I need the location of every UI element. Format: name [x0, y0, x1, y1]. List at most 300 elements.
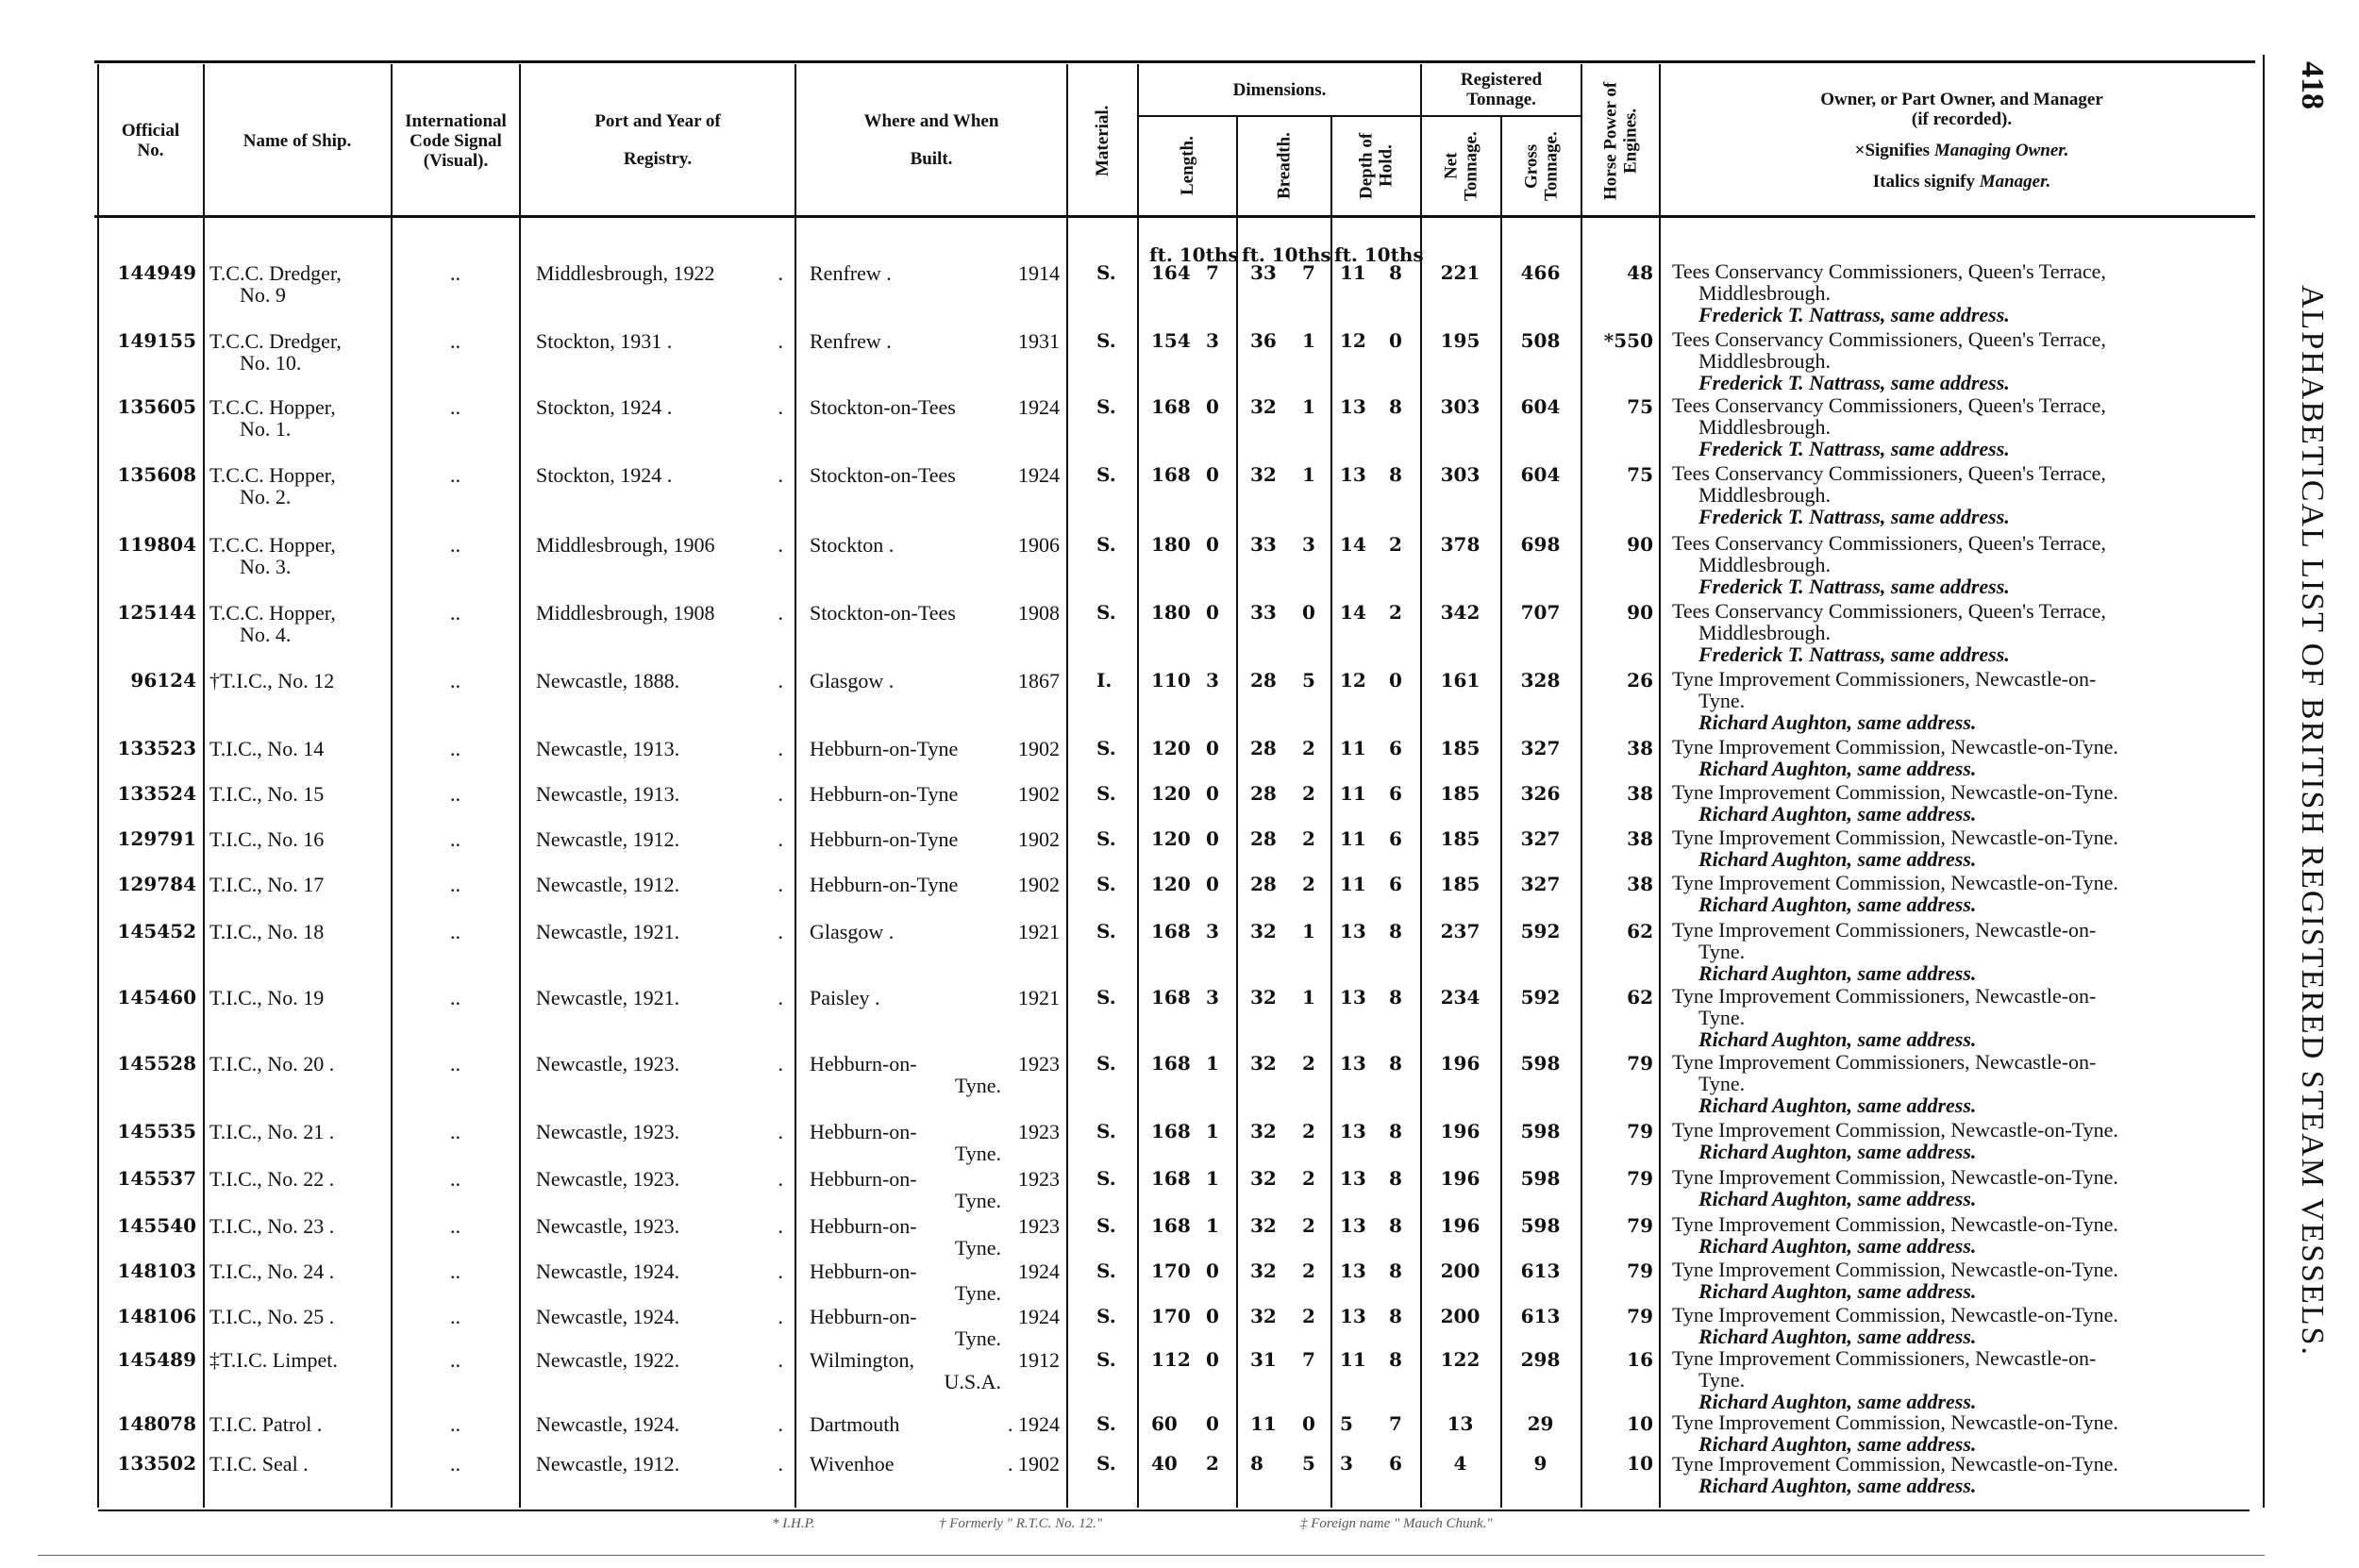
leader-dot: . [778, 782, 783, 806]
owner-name: Tyne Improvement Commission, Newcastle-on-Tyne. [1672, 871, 2118, 894]
length-feet: 168 [1151, 986, 1191, 1009]
port-text: Newcastle, 1912. [536, 827, 680, 851]
build-year: 1908 [1018, 601, 1060, 625]
build-year: 1912 [1018, 1348, 1060, 1372]
material: S. [1096, 1052, 1116, 1075]
length-feet: 120 [1151, 782, 1191, 805]
length-feet: 120 [1151, 737, 1191, 759]
net-tonnage: 185 [1440, 737, 1481, 759]
net-tonnage: 303 [1440, 463, 1481, 486]
footnote-formerly: † Formerly " R.T.C. No. 12." [939, 1516, 1103, 1531]
ship-name [209, 874, 389, 895]
net-tonnage: 195 [1440, 329, 1481, 352]
manager-name: Frederick T. Nattrass, same address. [1698, 437, 2010, 460]
owner-address-line: Middlesbrough. [1698, 281, 1831, 305]
ship-name-line: T.C.C. Hopper, [209, 601, 336, 625]
horse-power: 26 [1627, 669, 1653, 692]
note-text: ×Signifies [1854, 141, 1934, 160]
build-place-line2: Tyne. [954, 1326, 1001, 1350]
gross-tonnage: 328 [1520, 669, 1561, 692]
col-divider [1420, 64, 1422, 1508]
official-number: 129791 [117, 827, 196, 850]
length-tenths: 0 [1206, 533, 1219, 556]
page-edge-rule [2263, 55, 2265, 1508]
breadth-feet: 33 [1250, 601, 1277, 624]
length-feet: 120 [1151, 827, 1191, 850]
manager-name: Richard Aughton, same address. [1698, 757, 1977, 780]
length-tenths: 0 [1206, 737, 1219, 759]
owner-name: Tees Conservancy Commissioners, Queen's Terrace, [1672, 259, 2106, 283]
horse-power: 90 [1627, 533, 1653, 556]
port-text: Newcastle, 1913. [536, 782, 680, 806]
ship-name [209, 828, 389, 850]
build-year: 1931 [1018, 329, 1060, 353]
length-tenths: 3 [1206, 669, 1219, 692]
port-year-of-registry [536, 828, 783, 850]
owner-name: Tyne Improvement Commission, Newcastle-on-Tyne. [1672, 1410, 2118, 1434]
breadth-feet: 33 [1250, 261, 1277, 284]
ship-name-line: T.I.C. Seal . [209, 1452, 309, 1476]
manager-name: Richard Aughton, same address. [1698, 847, 1977, 871]
port-year-of-registry [536, 330, 783, 352]
where-when-built [810, 1413, 1060, 1435]
ship-name-line: No. 10. [240, 351, 302, 375]
owner-name: Tyne Improvement Commissioners, Newcastle-on- [1672, 1346, 2097, 1370]
port-text: Middlesbrough, 1908 [536, 601, 715, 625]
breadth-tenths: 7 [1302, 1348, 1315, 1371]
header-label: Dimensions. [1232, 79, 1327, 100]
length-feet: 170 [1151, 1259, 1191, 1282]
build-place: Stockton-on-Tees [810, 601, 956, 625]
length-tenths: 0 [1206, 1305, 1219, 1327]
where-when-built [810, 602, 1060, 624]
depth-feet: 3 [1340, 1452, 1353, 1475]
where-when-built [810, 1121, 1060, 1164]
build-place: Stockton . [810, 533, 895, 557]
length-tenths: 0 [1206, 1412, 1219, 1435]
length-feet: 180 [1151, 601, 1191, 624]
depth-feet: 13 [1340, 463, 1366, 486]
intl-code-signal: .. [450, 329, 460, 353]
official-number: 133502 [117, 1452, 196, 1475]
length-feet: 168 [1151, 1052, 1191, 1075]
breadth-tenths: 3 [1302, 533, 1315, 556]
depth-feet: 11 [1340, 873, 1366, 895]
header-where-when [796, 66, 1066, 215]
port-text: Newcastle, 1924. [536, 1305, 680, 1328]
owner-manager [1672, 1259, 2263, 1302]
where-when-built [810, 828, 1060, 850]
owner-name: Tyne Improvement Commission, Newcastle-on-Tyne. [1672, 735, 2118, 759]
header-gross-tonnage [1502, 119, 1581, 213]
official-number: 148078 [117, 1412, 196, 1435]
build-place: Hebburn-on-Tyne [810, 782, 959, 806]
length-tenths: 2 [1206, 1452, 1219, 1475]
breadth-tenths: 2 [1302, 1120, 1315, 1143]
breadth-tenths: 2 [1302, 1167, 1315, 1190]
header-label: Owner, or Part Owner, and Manager [1820, 90, 2103, 109]
manager-name: Richard Aughton, same address. [1698, 710, 1977, 734]
header-net-tonnage [1422, 119, 1500, 213]
where-when-built [810, 1306, 1060, 1349]
length-feet: 60 [1151, 1412, 1178, 1435]
horse-power: 79 [1627, 1305, 1653, 1327]
port-text: Middlesbrough, 1922 [536, 261, 715, 285]
owner-manager [1672, 826, 2263, 870]
ship-name-line: T.I.C., No. 15 [209, 782, 325, 806]
port-text: Newcastle, 1923. [536, 1120, 680, 1143]
header-label: Depth of Hold. [1356, 132, 1397, 200]
build-place: Hebburn-on-Tyne [810, 737, 959, 760]
header-depth [1332, 119, 1420, 213]
depth-tenths: 8 [1389, 463, 1402, 486]
horse-power: 38 [1627, 873, 1653, 895]
leader-dot: . [778, 1305, 783, 1328]
ship-name-line: T.C.C. Hopper, [209, 395, 336, 419]
material: S. [1096, 1412, 1116, 1435]
leader-dot: . [778, 920, 783, 943]
depth-feet: 13 [1340, 1052, 1366, 1075]
intl-code-signal: .. [450, 669, 460, 692]
ship-name-line: No. 3. [240, 555, 292, 578]
where-when-built [810, 670, 1060, 692]
official-number: 148103 [117, 1259, 196, 1282]
breadth-tenths: 1 [1302, 463, 1315, 486]
leader-dot: . [778, 1052, 783, 1076]
ship-name [209, 921, 389, 942]
ship-name [209, 396, 389, 440]
length-tenths: 1 [1206, 1214, 1219, 1237]
length-tenths: 0 [1206, 1259, 1219, 1282]
breadth-tenths: 2 [1302, 1052, 1315, 1075]
intl-code-signal: .. [450, 463, 460, 487]
manager-name: Richard Aughton, same address. [1698, 1234, 1977, 1258]
manager-name: Richard Aughton, same address. [1698, 1390, 1977, 1413]
official-number: 145528 [117, 1052, 196, 1075]
depth-feet: 11 [1340, 827, 1366, 850]
port-year-of-registry [536, 1349, 783, 1371]
breadth-tenths: 2 [1302, 737, 1315, 759]
intl-code-signal: .. [450, 1305, 460, 1328]
owner-manager [1672, 1051, 2263, 1116]
ship-name-line: T.I.C., No. 14 [209, 737, 325, 760]
port-year-of-registry [536, 1053, 783, 1075]
build-year: 1923 [1018, 1214, 1060, 1238]
ship-name [209, 1413, 389, 1435]
breadth-feet: 28 [1250, 827, 1277, 850]
owner-address-line: Middlesbrough. [1698, 621, 1831, 644]
port-text: Newcastle, 1924. [536, 1412, 680, 1436]
header-label: Length. [1178, 136, 1197, 196]
owner-name: Tees Conservancy Commissioners, Queen's Terrace, [1672, 393, 2106, 417]
owner-manager [1672, 1411, 2263, 1455]
leader-dot: . [778, 1348, 783, 1372]
build-place: Wivenhoe [810, 1452, 895, 1476]
port-year-of-registry [536, 1215, 783, 1237]
owner-manager [1672, 462, 2263, 527]
net-tonnage: 185 [1440, 782, 1481, 805]
ship-name [209, 1453, 389, 1475]
intl-code-signal: .. [450, 395, 460, 419]
port-text: Newcastle, 1921. [536, 986, 680, 1009]
ship-name-line: T.I.C., No. 21 . [209, 1120, 335, 1143]
gross-tonnage: 29 [1527, 1412, 1554, 1435]
owner-address-line: Tyne. [1698, 1072, 1746, 1095]
net-tonnage: 185 [1440, 827, 1481, 850]
material: S. [1096, 261, 1116, 284]
build-place: Hebburn-on-Tyne [810, 873, 959, 896]
intl-code-signal: .. [450, 1412, 460, 1436]
build-year: 1924 [1018, 395, 1060, 419]
breadth-tenths: 1 [1302, 395, 1315, 418]
intl-code-signal: .. [450, 782, 460, 806]
header-label: Material. [1093, 105, 1113, 176]
ship-name [209, 1306, 389, 1327]
port-text: Stockton, 1931 . [536, 329, 673, 353]
build-place: Hebburn-on- [810, 1305, 917, 1328]
intl-code-signal: .. [450, 1214, 460, 1238]
length-feet: 164 [1151, 261, 1191, 284]
intl-code-signal: .. [450, 261, 460, 285]
ship-name-line: T.I.C., No. 16 [209, 827, 325, 851]
where-when-built [810, 783, 1060, 805]
port-text: Newcastle, 1921. [536, 920, 680, 943]
ship-name [209, 738, 389, 759]
length-tenths: 0 [1206, 827, 1219, 850]
where-when-built [810, 1349, 1060, 1393]
build-place: Glasgow . [810, 920, 895, 943]
gross-tonnage: 592 [1520, 986, 1561, 1009]
horse-power: 75 [1627, 463, 1653, 486]
depth-tenths: 8 [1389, 1214, 1402, 1237]
length-feet: 120 [1151, 873, 1191, 895]
build-year: 1924 [1018, 1305, 1060, 1328]
header-label: Name of Ship. [243, 130, 352, 151]
depth-tenths: 6 [1389, 873, 1402, 895]
breadth-tenths: 2 [1302, 1214, 1315, 1237]
length-feet: 110 [1151, 669, 1191, 692]
build-year: 1924 [1018, 1259, 1060, 1283]
build-place: Glasgow . [810, 669, 895, 692]
port-year-of-registry [536, 874, 783, 895]
breadth-feet: 32 [1250, 463, 1277, 486]
intl-code-signal: .. [450, 1052, 460, 1076]
material: S. [1096, 1120, 1116, 1143]
side-title: ALPHABETICAL LIST OF BRITISH REGISTERED STEAM VESSELS. [2295, 285, 2330, 1357]
horse-power: 62 [1627, 920, 1653, 942]
depth-tenths: 6 [1389, 1452, 1402, 1475]
breadth-feet: 32 [1250, 1052, 1277, 1075]
depth-tenths: 8 [1389, 1259, 1402, 1282]
header-intl-code [393, 66, 519, 215]
breadth-tenths: 5 [1302, 669, 1315, 692]
header-breadth [1238, 119, 1330, 213]
where-when-built [810, 464, 1060, 486]
ship-name-line: T.I.C., No. 25 . [209, 1305, 335, 1328]
intl-code-signal: .. [450, 601, 460, 625]
owner-name: Tyne Improvement Commission, Newcastle-on-Tyne. [1672, 1212, 2118, 1236]
port-text: Newcastle, 1912. [536, 1452, 680, 1476]
owner-manager [1672, 919, 2263, 984]
owner-manager [1672, 1166, 2263, 1209]
horse-power: 79 [1627, 1259, 1653, 1282]
where-when-built [810, 921, 1060, 942]
manager-name: Richard Aughton, same address. [1698, 1027, 1977, 1051]
port-year-of-registry [536, 396, 783, 418]
table-top-rule [94, 60, 2255, 63]
build-place: Renfrew . [810, 261, 892, 285]
intl-code-signal: .. [450, 873, 460, 896]
material: S. [1096, 1259, 1116, 1282]
manager-name: Richard Aughton, same address. [1698, 1279, 1977, 1303]
net-tonnage: 378 [1440, 533, 1481, 556]
note-italic: Managing Owner. [1933, 141, 2069, 160]
ship-name-line: No. 9 [240, 283, 286, 307]
ship-name [209, 602, 389, 645]
net-tonnage: 161 [1440, 669, 1481, 692]
port-text: Newcastle, 1923. [536, 1052, 680, 1076]
breadth-tenths: 2 [1302, 1259, 1315, 1282]
horse-power: 79 [1627, 1120, 1653, 1143]
header-horse-power [1582, 66, 1659, 215]
length-tenths: 0 [1206, 873, 1219, 895]
build-year: 1921 [1018, 920, 1060, 943]
horse-power: 79 [1627, 1214, 1653, 1237]
owner-address-line: Middlesbrough. [1698, 553, 1831, 576]
ship-name-line: T.I.C., No. 19 [209, 986, 325, 1009]
where-when-built [810, 1453, 1060, 1475]
gross-tonnage: 707 [1520, 601, 1561, 624]
leader-dot: . [778, 463, 783, 487]
where-when-built [810, 1168, 1060, 1211]
manager-name: Frederick T. Nattrass, same address. [1698, 575, 2010, 598]
gross-tonnage: 327 [1520, 827, 1561, 850]
col-divider [203, 64, 205, 1508]
ship-name-line: †T.I.C., No. 12 [209, 669, 335, 692]
official-number: 133524 [117, 782, 196, 805]
header-label: Horse Power of Engines. [1600, 81, 1641, 200]
build-year: 1902 [1018, 782, 1060, 806]
depth-tenths: 8 [1389, 395, 1402, 418]
breadth-tenths: 0 [1302, 601, 1315, 624]
owner-manager [1672, 872, 2263, 915]
owner-manager [1672, 394, 2263, 459]
horse-power: 10 [1627, 1452, 1653, 1475]
material: S. [1096, 986, 1116, 1009]
ship-name [209, 1260, 389, 1282]
build-year: 1924 [1018, 463, 1060, 487]
where-when-built [810, 987, 1060, 1009]
port-text: Newcastle, 1923. [536, 1214, 680, 1238]
leader-dot: . [778, 1167, 783, 1191]
net-tonnage: 303 [1440, 395, 1481, 418]
material: S. [1096, 533, 1116, 556]
ship-name-line: T.I.C., No. 22 . [209, 1167, 335, 1191]
port-year-of-registry [536, 738, 783, 759]
intl-code-signal: .. [450, 533, 460, 557]
breadth-feet: 28 [1250, 782, 1277, 805]
net-tonnage: 13 [1447, 1412, 1474, 1435]
leader-dot: . [778, 1452, 783, 1476]
build-place: Hebburn-on- [810, 1167, 917, 1191]
depth-tenths: 6 [1389, 737, 1402, 759]
depth-feet: 11 [1340, 1348, 1366, 1371]
port-year-of-registry [536, 1168, 783, 1190]
owner-note-italics [1873, 172, 2050, 192]
depth-tenths: 6 [1389, 782, 1402, 805]
depth-tenths: 6 [1389, 827, 1402, 850]
ship-name-line: T.C.C. Dredger, [209, 329, 342, 353]
ship-name [209, 1053, 389, 1075]
ship-name-line: No. 1. [240, 417, 292, 441]
length-tenths: 1 [1206, 1052, 1219, 1075]
where-when-built [810, 1053, 1060, 1096]
owner-name: Tyne Improvement Commission, Newcastle-on-Tyne. [1672, 1118, 2118, 1142]
horse-power: 75 [1627, 395, 1653, 418]
build-place-line2: Tyne. [954, 1074, 1001, 1097]
footnote-foreign-name: ‡ Foreign name " Mauch Chunk." [1300, 1516, 1493, 1531]
depth-tenths: 7 [1389, 1412, 1402, 1435]
owner-manager [1672, 1119, 2263, 1162]
official-number: 145452 [117, 920, 196, 942]
manager-name: Richard Aughton, same address. [1698, 1187, 1977, 1210]
depth-tenths: 2 [1389, 601, 1402, 624]
owner-address-line: Tyne. [1698, 1368, 1746, 1392]
horse-power: 79 [1627, 1167, 1653, 1190]
header-label: Port and Year of Registry. [594, 111, 721, 169]
horse-power: 48 [1627, 261, 1653, 284]
gross-tonnage: 604 [1520, 463, 1561, 486]
header-label: International Code Signal (Visual). [405, 110, 507, 171]
material: S. [1096, 1214, 1116, 1237]
length-feet: 168 [1151, 1120, 1191, 1143]
length-tenths: 0 [1206, 782, 1219, 805]
owner-address-line: Tyne. [1698, 1006, 1746, 1029]
leader-dot: . [778, 1412, 783, 1436]
net-tonnage: 196 [1440, 1214, 1481, 1237]
port-text: Newcastle, 1923. [536, 1167, 680, 1191]
breadth-feet: 32 [1250, 1259, 1277, 1282]
manager-name: Richard Aughton, same address. [1698, 1140, 1977, 1163]
owner-name: Tyne Improvement Commissioners, Newcastle-on- [1672, 667, 2097, 691]
header-label: Official No. [121, 121, 180, 160]
official-number: 135608 [117, 463, 196, 486]
col-divider [795, 64, 796, 1508]
intl-code-signal: .. [450, 1167, 460, 1191]
depth-tenths: 0 [1389, 669, 1402, 692]
gross-tonnage: 698 [1520, 533, 1561, 556]
depth-tenths: 8 [1389, 1348, 1402, 1371]
intl-code-signal: .. [450, 1348, 460, 1372]
owner-address-line: Middlesbrough. [1698, 483, 1831, 507]
depth-feet: 13 [1340, 1259, 1366, 1282]
depth-tenths: 0 [1389, 329, 1402, 352]
ship-name-line: T.I.C., No. 24 . [209, 1259, 335, 1283]
breadth-feet: 32 [1250, 986, 1277, 1009]
header-label: Breadth. [1274, 132, 1295, 200]
manager-name: Richard Aughton, same address. [1698, 1474, 1977, 1497]
build-place: Stockton-on-Tees [810, 463, 956, 487]
owner-address-line: Tyne. [1698, 689, 1746, 712]
depth-tenths: 2 [1389, 533, 1402, 556]
port-year-of-registry [536, 1453, 783, 1475]
header-registered-tonnage [1422, 66, 1581, 113]
net-tonnage: 4 [1453, 1452, 1467, 1475]
breadth-feet: 28 [1250, 737, 1277, 759]
header-label: Gross Tonnage. [1521, 131, 1562, 201]
intl-code-signal: .. [450, 827, 460, 851]
col-divider [1330, 117, 1332, 1508]
